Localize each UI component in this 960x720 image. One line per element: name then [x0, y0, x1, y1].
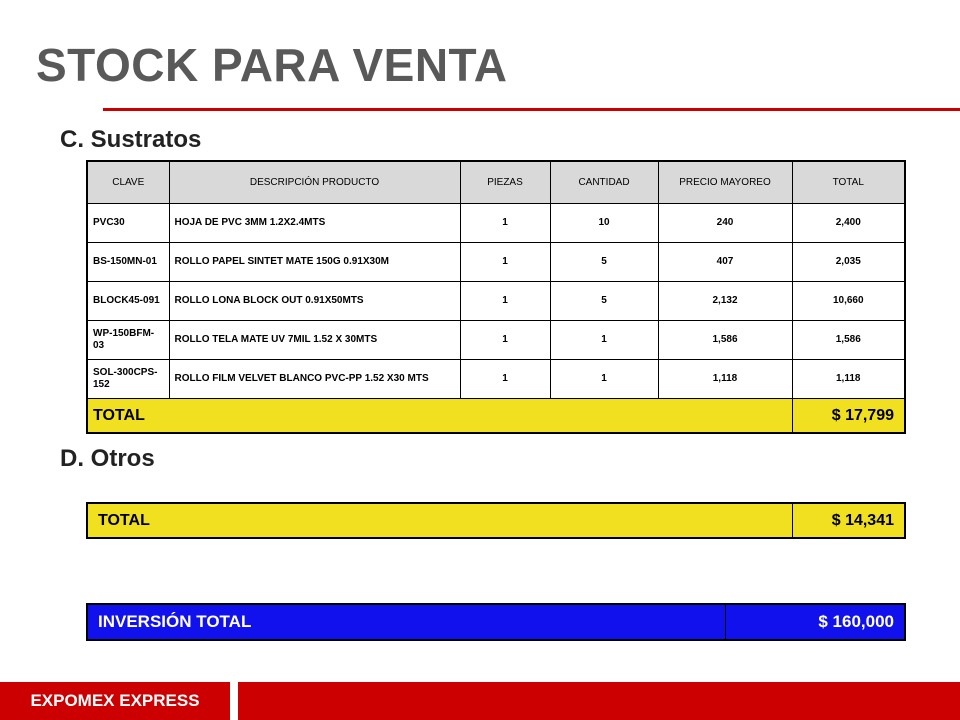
- table-row: [87, 321, 905, 360]
- cell-clave: BLOCK45-091: [87, 282, 169, 321]
- sustratos-table: [86, 160, 906, 434]
- cell-descripcion: ROLLO FILM VELVET BLANCO PVC-PP 1.52 X30 MTS: [169, 360, 460, 399]
- cell-total: 2,400: [792, 204, 905, 243]
- cell-descripcion: HOJA DE PVC 3MM 1.2X2.4MTS: [169, 204, 460, 243]
- cell-precio: 240: [658, 204, 792, 243]
- sustratos-total-row: [87, 399, 905, 434]
- footer-bar: [238, 682, 960, 720]
- cell-descripcion: ROLLO LONA BLOCK OUT 0.91X50MTS: [169, 282, 460, 321]
- otros-total-box: [86, 502, 906, 539]
- column-header-piezas: PIEZAS: [460, 161, 550, 204]
- otros-total-value: $ 14,341: [792, 503, 905, 538]
- cell-precio: 1,118: [658, 360, 792, 399]
- cell-cantidad: 5: [550, 243, 658, 282]
- cell-precio: 2,132: [658, 282, 792, 321]
- page-title: STOCK PARA VENTA: [36, 39, 508, 91]
- column-header-total: TOTAL: [792, 161, 905, 204]
- inversion-total-row: [87, 604, 905, 640]
- section-heading-sustratos: C. Sustratos: [60, 126, 202, 153]
- section-heading-otros: D. Otros: [60, 445, 155, 472]
- cell-total: 10,660: [792, 282, 905, 321]
- column-header-descripcion: DESCRIPCIÓN PRODUCTO: [169, 161, 460, 204]
- cell-cantidad: 10: [550, 204, 658, 243]
- table-row: [87, 204, 905, 243]
- otros-total-row: [87, 503, 905, 538]
- inversion-total-box: [86, 603, 906, 641]
- title-underline: [103, 108, 960, 111]
- cell-piezas: 1: [460, 204, 550, 243]
- sustratos-total-label: TOTAL: [87, 399, 792, 434]
- table-row: [87, 282, 905, 321]
- cell-cantidad: 5: [550, 282, 658, 321]
- cell-clave: BS-150MN-01: [87, 243, 169, 282]
- inversion-total-label: INVERSIÓN TOTAL: [87, 604, 725, 640]
- cell-clave: PVC30: [87, 204, 169, 243]
- column-header-clave: CLAVE: [87, 161, 169, 204]
- cell-total: 2,035: [792, 243, 905, 282]
- table-row: [87, 243, 905, 282]
- cell-piezas: 1: [460, 360, 550, 399]
- column-header-precio: PRECIO MAYOREO: [658, 161, 792, 204]
- cell-descripcion: ROLLO TELA MATE UV 7MIL 1.52 X 30MTS: [169, 321, 460, 360]
- cell-cantidad: 1: [550, 360, 658, 399]
- table-header-row: [87, 161, 905, 204]
- cell-piezas: 1: [460, 282, 550, 321]
- cell-piezas: 1: [460, 321, 550, 360]
- footer-brand: EXPOMEX EXPRESS: [0, 682, 230, 720]
- table-row: [87, 360, 905, 399]
- cell-cantidad: 1: [550, 321, 658, 360]
- cell-clave: WP-150BFM-03: [87, 321, 169, 360]
- inversion-total-value: $ 160,000: [725, 604, 905, 640]
- sustratos-total-value: $ 17,799: [792, 399, 905, 434]
- cell-total: 1,586: [792, 321, 905, 360]
- cell-precio: 1,586: [658, 321, 792, 360]
- cell-total: 1,118: [792, 360, 905, 399]
- cell-descripcion: ROLLO PAPEL SINTET MATE 150G 0.91X30M: [169, 243, 460, 282]
- otros-total-label: TOTAL: [87, 503, 792, 538]
- cell-precio: 407: [658, 243, 792, 282]
- cell-clave: SOL-300CPS-152: [87, 360, 169, 399]
- cell-piezas: 1: [460, 243, 550, 282]
- column-header-cantidad: CANTIDAD: [550, 161, 658, 204]
